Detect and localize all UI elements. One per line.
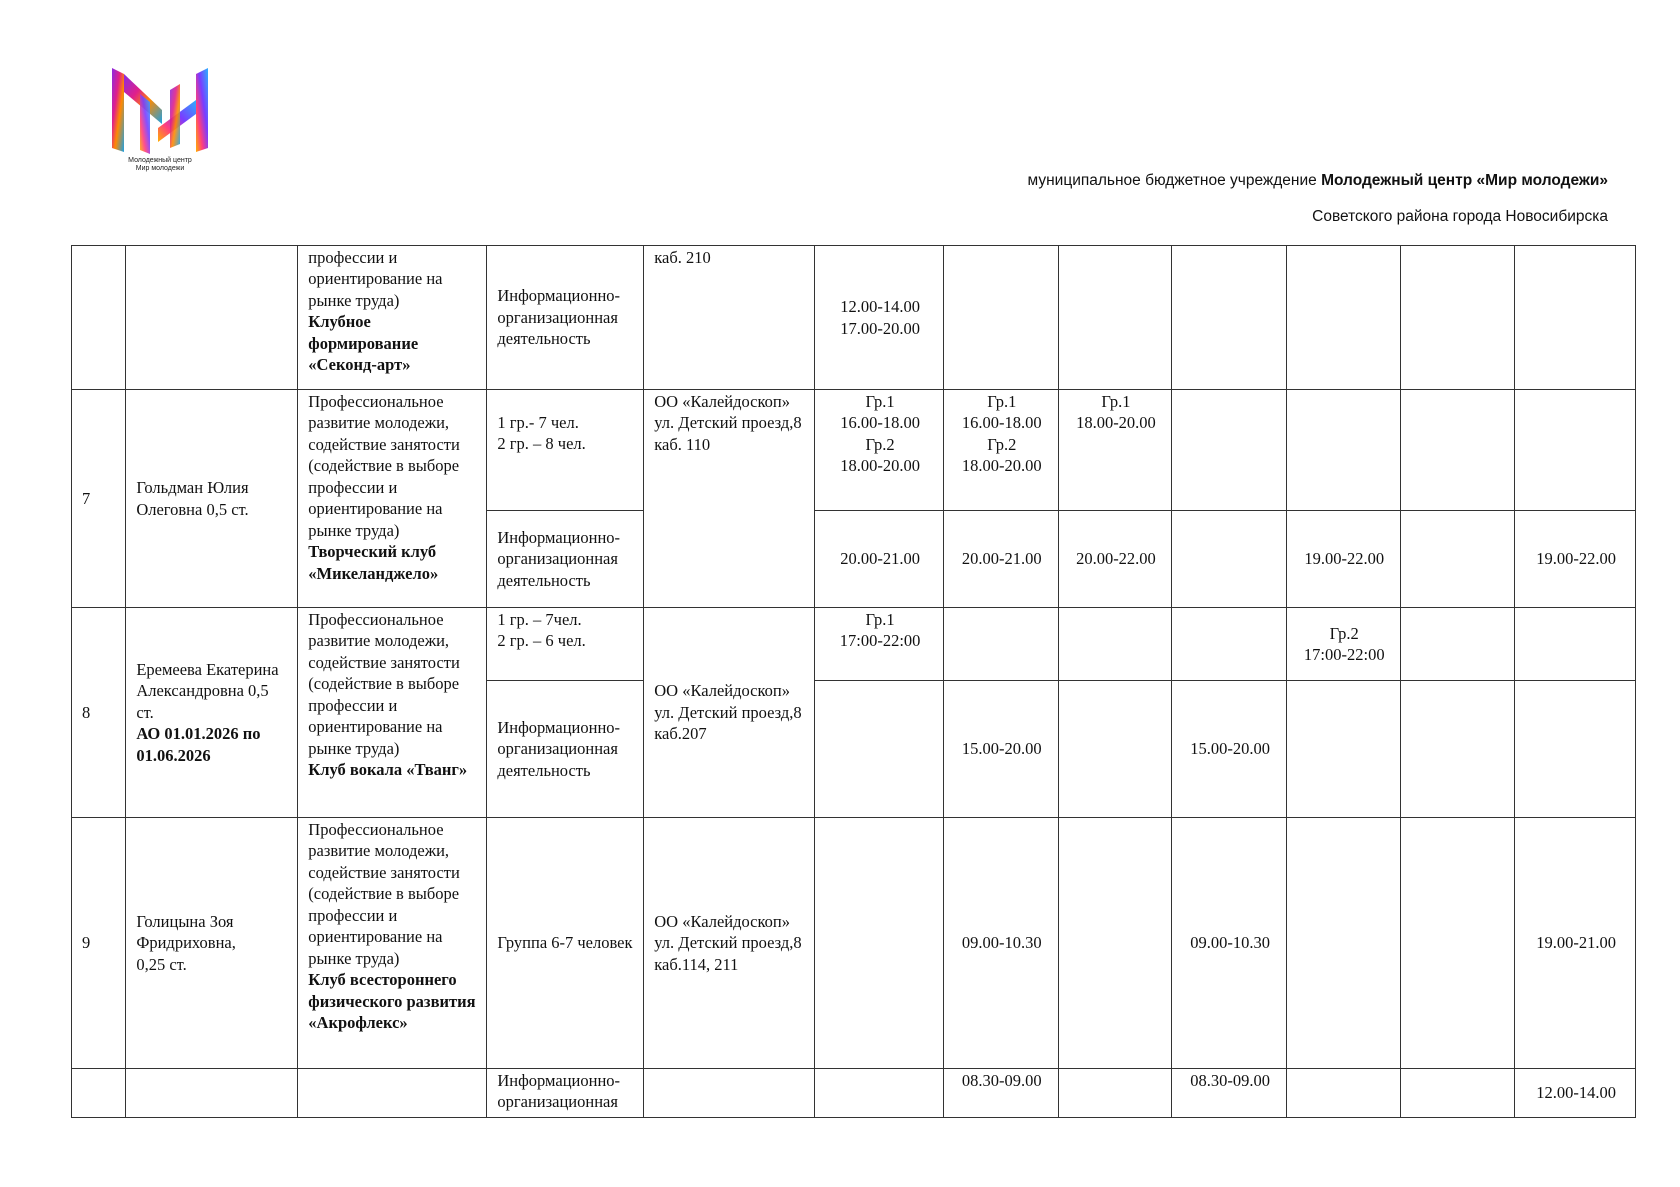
direction-cell xyxy=(298,1069,487,1118)
direction-cell xyxy=(298,246,487,390)
org-header-line1 xyxy=(1028,172,1608,190)
wed-cell: Гр.1 18.00-20.00 xyxy=(1058,390,1172,511)
thu-cell xyxy=(1172,246,1287,390)
club-name: Творческий клуб «Микеланджело» xyxy=(308,542,439,583)
sun-cell: 19.00-22.00 xyxy=(1515,511,1636,608)
row-number-cell: 8 xyxy=(72,608,126,818)
groups-cell: 1 гр. – 7чел. 2 гр. – 6 чел. xyxy=(487,608,644,681)
sat-cell xyxy=(1400,818,1515,1069)
direction-text: Профессиональное развитие молодежи, содействие занятости (содействие в выборе профессии и ориентирование на рынке труда) xyxy=(308,820,460,968)
employee-cell xyxy=(126,246,298,390)
row-number-cell xyxy=(72,246,126,390)
thu-cell xyxy=(1172,608,1287,681)
svg-text:Мир молодежи: Мир молодежи xyxy=(135,165,185,172)
groups-cell: Группа 6-7 человек xyxy=(487,818,644,1069)
sat-cell xyxy=(1400,390,1515,511)
logo xyxy=(110,64,222,176)
sat-cell xyxy=(1400,608,1515,681)
sat-cell xyxy=(1400,681,1515,818)
fri-cell: 19.00-22.00 xyxy=(1286,511,1400,608)
mon-cell xyxy=(815,1069,944,1118)
place-cell: ОО «Калейдоскоп» ул. Детский проезд,8 каб. 110 xyxy=(644,390,815,608)
mon-cell: Гр.1 17:00-22:00 xyxy=(815,608,944,681)
sat-cell xyxy=(1400,246,1515,390)
fri-cell xyxy=(1286,818,1400,1069)
fri-cell xyxy=(1286,246,1400,390)
thu-cell: 09.00-10.30 xyxy=(1172,818,1287,1069)
employee-cell: Гольдман Юлия Олеговна 0,5 ст. xyxy=(126,390,298,608)
table-row xyxy=(72,246,1636,390)
sat-cell xyxy=(1400,1069,1515,1118)
thu-cell xyxy=(1172,511,1287,608)
activity-cell: Информационно-организационная xyxy=(487,1069,644,1118)
org-prefix: муниципальное бюджетное учреждение xyxy=(1027,172,1322,189)
table-row xyxy=(72,390,1636,511)
tue-cell xyxy=(943,608,1058,681)
mon-cell xyxy=(815,681,944,818)
thu-cell xyxy=(1172,390,1287,511)
org-name: Молодежный центр «Мир молодежи» xyxy=(1321,172,1608,189)
thu-cell: 15.00-20.00 xyxy=(1172,681,1287,818)
club-name: Клуб вокала «Тванг» xyxy=(308,760,468,780)
mon-cell: Гр.1 16.00-18.00 Гр.2 18.00-20.00 xyxy=(815,390,944,511)
direction-cell xyxy=(298,390,487,608)
wed-cell xyxy=(1058,608,1172,681)
org-header-line2: Советского района города Новосибирска xyxy=(1312,208,1608,225)
schedule-table xyxy=(71,245,1636,1118)
svg-text:Молодежный центр: Молодежный центр xyxy=(128,157,192,164)
mon-cell xyxy=(815,818,944,1069)
fri-cell: Гр.2 17:00-22:00 xyxy=(1286,608,1400,681)
fri-cell xyxy=(1286,1069,1400,1118)
employee-cell: Голицына Зоя Фридриховна, 0,25 ст. xyxy=(126,818,298,1069)
sun-cell xyxy=(1515,390,1636,511)
place-cell: каб. 210 xyxy=(644,246,815,390)
tue-cell xyxy=(943,246,1058,390)
direction-text: профессии и ориентирование на рынке труда) xyxy=(308,248,443,310)
tue-cell: 20.00-21.00 xyxy=(943,511,1058,608)
tue-cell: Гр.1 16.00-18.00 Гр.2 18.00-20.00 xyxy=(943,390,1058,511)
sun-cell xyxy=(1515,681,1636,818)
employee-name: Еремеева Екатерина Александровна 0,5 ст. xyxy=(136,659,279,722)
table-row xyxy=(72,1069,1636,1118)
sun-cell xyxy=(1515,246,1636,390)
direction-cell xyxy=(298,818,487,1069)
activity-cell: Информационно-организационная деятельность xyxy=(487,511,644,608)
sun-cell: 19.00-21.00 xyxy=(1515,818,1636,1069)
tue-cell: 08.30-09.00 xyxy=(943,1069,1058,1118)
employee-note: АО 01.01.2026 по 01.06.2026 xyxy=(136,724,261,765)
table-row xyxy=(72,608,1636,681)
place-cell: ОО «Калейдоскоп» ул. Детский проезд,8 каб.114, 211 xyxy=(644,818,815,1069)
club-name: Клубное формирование «Секонд-арт» xyxy=(308,312,419,375)
direction-text: Профессиональное развитие молодежи, содействие занятости (содействие в выборе профессии и ориентирование на рынке труда) xyxy=(308,610,460,758)
groups-cell: 1 гр.- 7 чел. 2 гр. – 8 чел. xyxy=(487,390,644,511)
table-row xyxy=(72,818,1636,1069)
activity-cell: Информационно-организационная деятельность xyxy=(487,246,644,390)
fri-cell xyxy=(1286,681,1400,818)
place-cell xyxy=(644,1069,815,1118)
sun-cell: 12.00-14.00 xyxy=(1515,1069,1636,1118)
row-number-cell xyxy=(72,1069,126,1118)
fri-cell xyxy=(1286,390,1400,511)
direction-cell xyxy=(298,608,487,818)
sat-cell xyxy=(1400,511,1515,608)
mon-cell: 12.00-14.00 17.00-20.00 xyxy=(815,246,944,390)
sun-cell xyxy=(1515,608,1636,681)
wed-cell xyxy=(1058,1069,1172,1118)
tue-cell: 09.00-10.30 xyxy=(943,818,1058,1069)
row-number-cell: 7 xyxy=(72,390,126,608)
activity-cell: Информационно-организационная деятельность xyxy=(487,681,644,818)
row-number-cell: 9 xyxy=(72,818,126,1069)
thu-cell: 08.30-09.00 xyxy=(1172,1069,1287,1118)
club-name: Клуб всестороннего физического развития «Акрофлекс» xyxy=(308,970,476,1032)
wed-cell xyxy=(1058,246,1172,390)
wed-cell xyxy=(1058,818,1172,1069)
tue-cell: 15.00-20.00 xyxy=(943,681,1058,818)
wed-cell: 20.00-22.00 xyxy=(1058,511,1172,608)
direction-text: Профессиональное развитие молодежи, содействие занятости (содействие в выборе профессии и ориентирование на рынке труда) xyxy=(308,392,460,540)
wed-cell xyxy=(1058,681,1172,818)
employee-cell xyxy=(126,1069,298,1118)
place-cell: ОО «Калейдоскоп» ул. Детский проезд,8 каб.207 xyxy=(644,608,815,818)
employee-cell xyxy=(126,608,298,818)
mon-cell: 20.00-21.00 xyxy=(815,511,944,608)
